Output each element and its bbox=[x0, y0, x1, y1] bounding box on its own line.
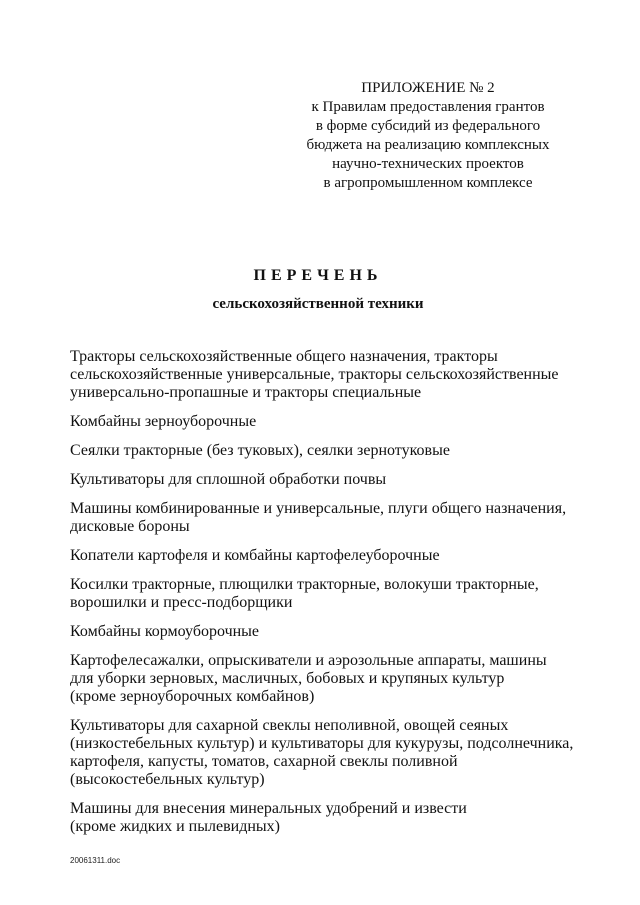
equipment-list-item bbox=[70, 348, 590, 402]
equipment-list-item bbox=[70, 471, 590, 489]
appendix-line: в агропромышленном комплексе bbox=[323, 175, 533, 191]
appendix-line: в форме субсидий из федерального bbox=[315, 118, 541, 134]
appendix-heading: ПРИЛОЖЕНИЕ № 2 bbox=[361, 80, 495, 96]
equipment-list-item bbox=[70, 442, 590, 460]
equipment-list-item bbox=[70, 413, 590, 431]
equipment-item-line: Культиваторы для сахарной свеклы неполивной, овощей сеяных bbox=[70, 717, 509, 734]
equipment-item-line: Копатели картофеля и комбайны картофелеуборочные bbox=[70, 547, 440, 564]
equipment-list-item bbox=[70, 800, 590, 836]
equipment-item-line: сельскохозяйственные универсальные, тракторы сельскохозяйственные bbox=[70, 366, 559, 383]
appendix-line: к Правилам предоставления грантов bbox=[311, 99, 545, 115]
equipment-item-line: Машины комбинированные и универсальные, плуги общего назначения, bbox=[70, 500, 567, 517]
equipment-item-line: (низкостебельных культур) и культиваторы для кукурузы, подсолнечника, bbox=[70, 735, 574, 752]
equipment-item-line: Картофелесажалки, опрыскиватели и аэрозольные аппараты, машины bbox=[70, 652, 547, 669]
equipment-item-line: универсально-пропашные и тракторы специальные bbox=[70, 384, 422, 401]
equipment-item-line: (высокостебельных культур) bbox=[70, 771, 265, 788]
appendix-caption bbox=[270, 79, 586, 193]
equipment-item-line: картофеля, капусты, томатов, сахарной свеклы поливной bbox=[70, 753, 458, 770]
appendix-line: научно-технических проектов bbox=[332, 156, 524, 172]
equipment-item-line: для уборки зерновых, масличных, бобовых и крупяных культур bbox=[70, 670, 505, 687]
equipment-item-line: Комбайны кормоуборочные bbox=[70, 623, 260, 640]
equipment-item-line: (кроме зерноуборочных комбайнов) bbox=[70, 688, 315, 705]
equipment-list-item bbox=[70, 717, 590, 789]
equipment-list-item bbox=[70, 500, 590, 536]
document-subtitle: сельскохозяйственной техники bbox=[212, 296, 424, 312]
file-reference: 20061311.doc bbox=[70, 856, 121, 865]
equipment-item-line: Комбайны зерноуборочные bbox=[70, 413, 257, 430]
equipment-list-item bbox=[70, 547, 590, 565]
equipment-item-line: Тракторы сельскохозяйственные общего назначения, тракторы bbox=[70, 348, 498, 365]
equipment-list-item bbox=[70, 623, 590, 641]
equipment-list-item bbox=[70, 576, 590, 612]
document-title: ПЕРЕЧЕНЬ bbox=[253, 267, 383, 284]
appendix-line: бюджета на реализацию комплексных bbox=[306, 137, 550, 153]
equipment-item-line: Машины для внесения минеральных удобрений и извести bbox=[70, 800, 467, 817]
equipment-item-line: Сеялки тракторные (без туковых), сеялки зернотуковые bbox=[70, 442, 450, 459]
equipment-item-line: (кроме жидких и пылевидных) bbox=[70, 818, 280, 835]
equipment-item-line: Культиваторы для сплошной обработки почвы bbox=[70, 471, 387, 488]
equipment-item-line: дисковые бороны bbox=[70, 518, 190, 535]
equipment-item-line: ворошилки и пресс-подборщики bbox=[70, 594, 293, 611]
equipment-item-line: Косилки тракторные, плющилки тракторные, волокуши тракторные, bbox=[70, 576, 539, 593]
equipment-list bbox=[70, 348, 590, 847]
equipment-list-item bbox=[70, 652, 590, 706]
